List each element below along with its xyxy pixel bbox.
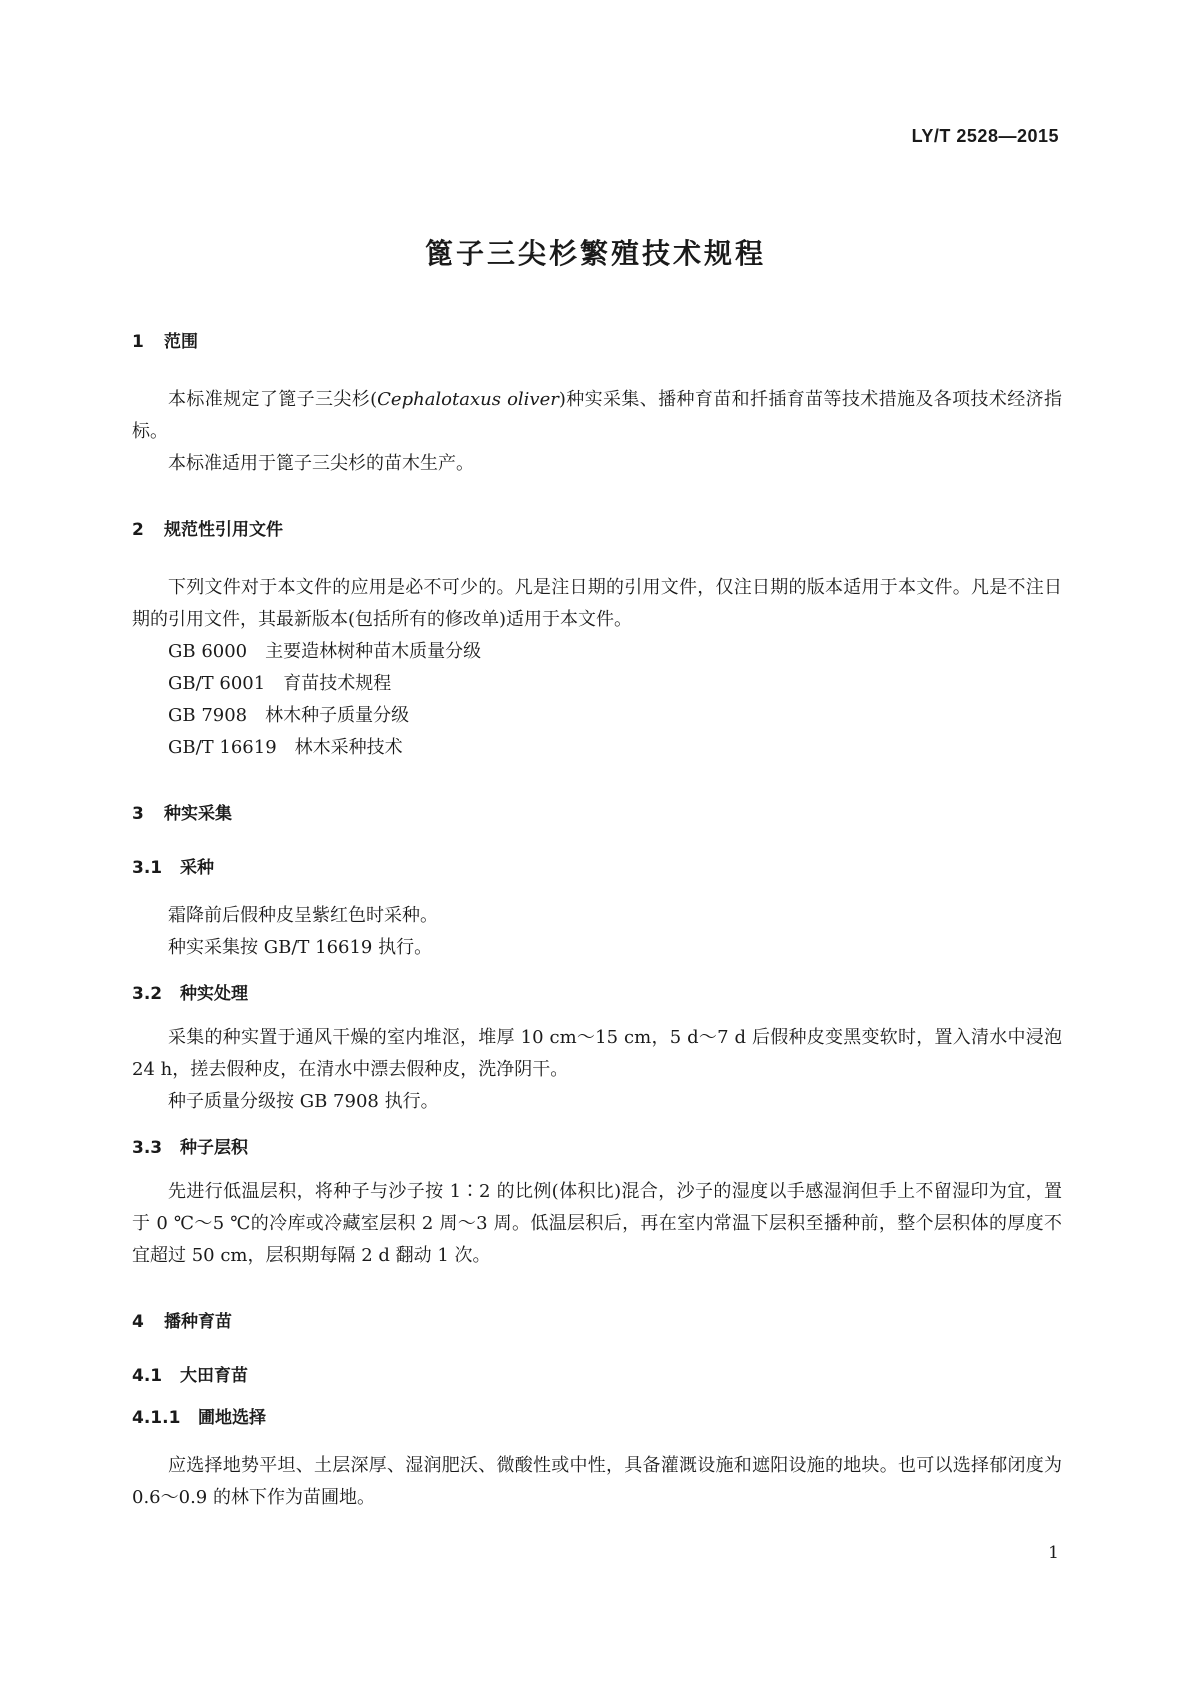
subsection-title: 圃地选择 — [198, 1408, 266, 1428]
document-body — [132, 330, 1062, 1514]
reference-code: GB/T 6001 — [168, 673, 266, 694]
section-title: 种实采集 — [164, 804, 232, 824]
section-number: 4 — [132, 1312, 144, 1332]
reference-title: 主要造林树种苗木质量分级 — [265, 641, 482, 662]
latin-name: Cephalotaxus oliver — [377, 389, 559, 410]
reference-code: GB 7908 — [168, 705, 248, 726]
reference-item — [132, 732, 1062, 764]
subsection-title: 种实处理 — [180, 984, 248, 1004]
reference-item — [132, 636, 1062, 668]
section-4-heading — [132, 1310, 1062, 1334]
reference-code: GB 6000 — [168, 641, 248, 662]
paragraph: 种实采集按 GB/T 16619 执行。 — [168, 937, 433, 958]
paragraph: 种子质量分级按 GB 7908 执行。 — [168, 1091, 439, 1112]
section-title: 范围 — [164, 332, 198, 352]
paragraph: 霜降前后假种皮呈紫红色时采种。 — [168, 905, 438, 926]
subsection-number: 4.1.1 — [132, 1408, 181, 1428]
subsection-3-1-heading — [132, 856, 1062, 880]
paragraph: 本标准规定了篦子三尖杉(Cephalotaxus oliver)种实采集、播种育苗和扦插育苗等技术措施及各项技术经济指标。 — [132, 389, 1062, 442]
subsection-number: 3.1 — [132, 858, 163, 878]
subsection-4-1-1-heading — [132, 1406, 1062, 1430]
section-number: 1 — [132, 332, 144, 352]
subsection-3-3-heading — [132, 1136, 1062, 1160]
section-3-heading — [132, 802, 1062, 826]
paragraph: 本标准适用于篦子三尖杉的苗木生产。 — [168, 453, 474, 474]
reference-title: 林木采种技术 — [294, 737, 403, 758]
subsection-3-2-heading — [132, 982, 1062, 1006]
document-title: 篦子三尖杉繁殖技术规程 — [424, 237, 766, 270]
subsection-4-1-heading — [132, 1364, 1062, 1388]
subsection-number: 3.2 — [132, 984, 163, 1004]
reference-title: 林木种子质量分级 — [265, 705, 410, 726]
reference-item — [132, 668, 1062, 700]
section-title: 规范性引用文件 — [164, 520, 283, 540]
subsection-number: 4.1 — [132, 1366, 163, 1386]
reference-title: 育苗技术规程 — [283, 673, 392, 694]
standard-code: LY/T 2528—2015 — [911, 126, 1059, 146]
subsection-title: 种子层积 — [180, 1138, 248, 1158]
paragraph: 先进行低温层积，将种子与沙子按 1∶2 的比例(体积比)混合，沙子的湿度以手感湿润但手上不留湿印为宜，置于 0 ℃～5 ℃的冷库或冷藏室层积 2 周～3 周。低温层积后，再在室内常温下层积至播种前，整个层积体的厚度不宜超过 50 cm，层积期每隔 2 d 翻动 1 次。 — [132, 1181, 1062, 1266]
section-1-heading — [132, 330, 1062, 354]
subsection-title: 大田育苗 — [180, 1366, 248, 1386]
page-number: 1 — [1048, 1543, 1059, 1563]
reference-code: GB/T 16619 — [168, 737, 277, 758]
section-2-heading — [132, 518, 1062, 542]
paragraph: 应选择地势平坦、土层深厚、湿润肥沃、微酸性或中性，具备灌溉设施和遮阳设施的地块。也可以选择郁闭度为 0.6～0.9 的林下作为苗圃地。 — [132, 1455, 1062, 1508]
section-number: 2 — [132, 520, 144, 540]
section-title: 播种育苗 — [164, 1312, 232, 1332]
subsection-number: 3.3 — [132, 1138, 163, 1158]
paragraph: 下列文件对于本文件的应用是必不可少的。凡是注日期的引用文件，仅注日期的版本适用于本文件。凡是不注日期的引用文件，其最新版本(包括所有的修改单)适用于本文件。 — [132, 577, 1062, 630]
section-number: 3 — [132, 804, 144, 824]
paragraph: 采集的种实置于通风干燥的室内堆沤，堆厚 10 cm～15 cm，5 d～7 d 后假种皮变黑变软时，置入清水中浸泡 24 h，搓去假种皮，在清水中漂去假种皮，洗净阴干。 — [132, 1027, 1062, 1080]
reference-item — [132, 700, 1062, 732]
subsection-title: 采种 — [180, 858, 214, 878]
